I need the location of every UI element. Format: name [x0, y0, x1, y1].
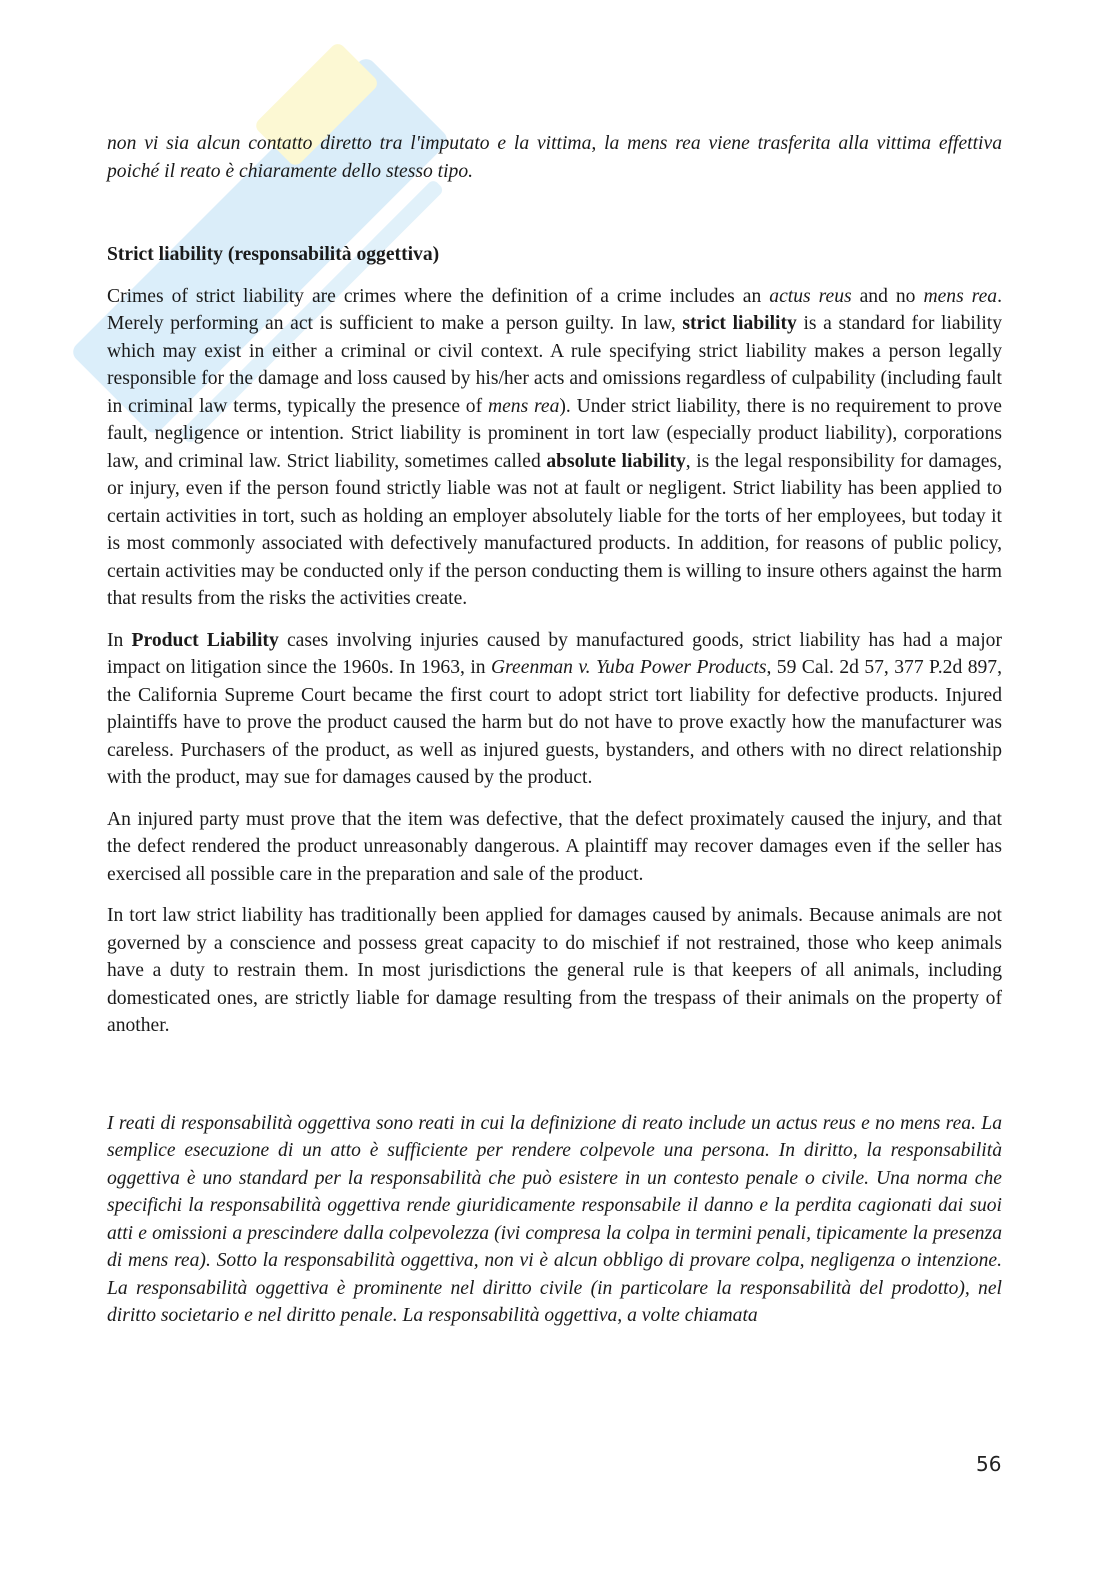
intro-paragraph: non vi sia alcun contatto diretto tra l'imputato e la vittima, la mens rea viene trasferita alla vittima effettiva poiché il reato è chiaramente dello stesso tipo. [107, 133, 1002, 182]
italian-translation-paragraph: I reati di responsabilità oggettiva sono reati in cui la definizione di reato include un actus reus e no mens rea. La semplice esecuzione di un atto è sufficiente per rendere colpevole una persona. In diritto, la responsabilità oggettiva è uno standard per la responsabilità che può esistere in un contesto penale o civile. Una norma che specifichi la responsabilità oggettiva rende giuridicamente responsabile il danno e la perdita cagionati dai suoi atti e omissioni a prescindere dalla colpevolezza (ivi compresa la colpa in termini penali, tipicamente la presenza di mens rea). Sotto la responsabilità oggettiva, non vi è alcun obbligo di provare colpa, negligenza o intenzione. La responsabilità oggettiva è prominente nel diritto civile (in particolare la responsabilità del prodotto), nel diritto societario e nel diritto penale. La responsabilità oggettiva, a volte chiamata [107, 1112, 1002, 1326]
paragraph-product-liability: In Product Liability cases involving injuries caused by manufactured goods, strict liability has had a major impact on litigation since the 1960s. In 1963, in Greenman v. Yuba Power Products, 59 Cal. 2d 57, 377 P.2d 897, the California Supreme Court became the first court to adopt strict tort liability for defective products. Injured plaintiffs have to prove the product caused the harm but do not have to prove exactly how the manufacturer was careless. Purchasers of the product, as well as injured guests, bystanders, and others with no direct relationship with the product, may sue for damages caused by the product. [107, 629, 1002, 788]
document-page [107, 130, 1002, 1330]
section-heading: Strict liability (responsabilità oggettiva) [107, 244, 440, 265]
page-number: 56 [976, 1452, 1002, 1476]
paragraph-strict-liability-definition: Crimes of strict liability are crimes where the definition of a crime includes an actus reus and no mens rea. Merely performing an act is sufficient to make a person guilty. In law, strict liability is a standard for liability which may exist in either a criminal or civil context. A rule specifying strict liability makes a person legally responsible for the damage and loss caused by his/her acts and omissions regardless of culpability (including fault in criminal law terms, typically the presence of mens rea). Under strict liability, there is no requirement to prove fault, negligence or intention. Strict liability is prominent in tort law (especially product liability), corporations law, and criminal law. Strict liability, sometimes called absolute liability, is the legal responsibility for damages, or injury, even if the person found strictly liable was not at fault or negligent. Strict liability has been applied to certain activities in tort, such as holding an employer absolutely liable for the torts of her employees, but today it is most commonly associated with defectively manufactured products. In addition, for reasons of public policy, certain activities may be conducted only if the person conducting them is willing to insure others against the harm that results from the risks the activities create. [107, 285, 1003, 609]
paragraph-injured-party: An injured party must prove that the item was defective, that the defect proximately caused the injury, and that the defect rendered the product unreasonably dangerous. A plaintiff may recover damages even if the seller has exercised all possible care in the preparation and sale of the product. [107, 808, 1002, 885]
paragraph-animals: In tort law strict liability has traditionally been applied for damages caused by animals. Because animals are not governed by a conscience and possess great capacity to do mischief if not restrained, those who keep animals have a duty to restrain them. In most jurisdictions the general rule is that keepers of all animals, including domesticated ones, are strictly liable for damage resulting from the trespass of their animals on the property of another. [107, 905, 1002, 1036]
